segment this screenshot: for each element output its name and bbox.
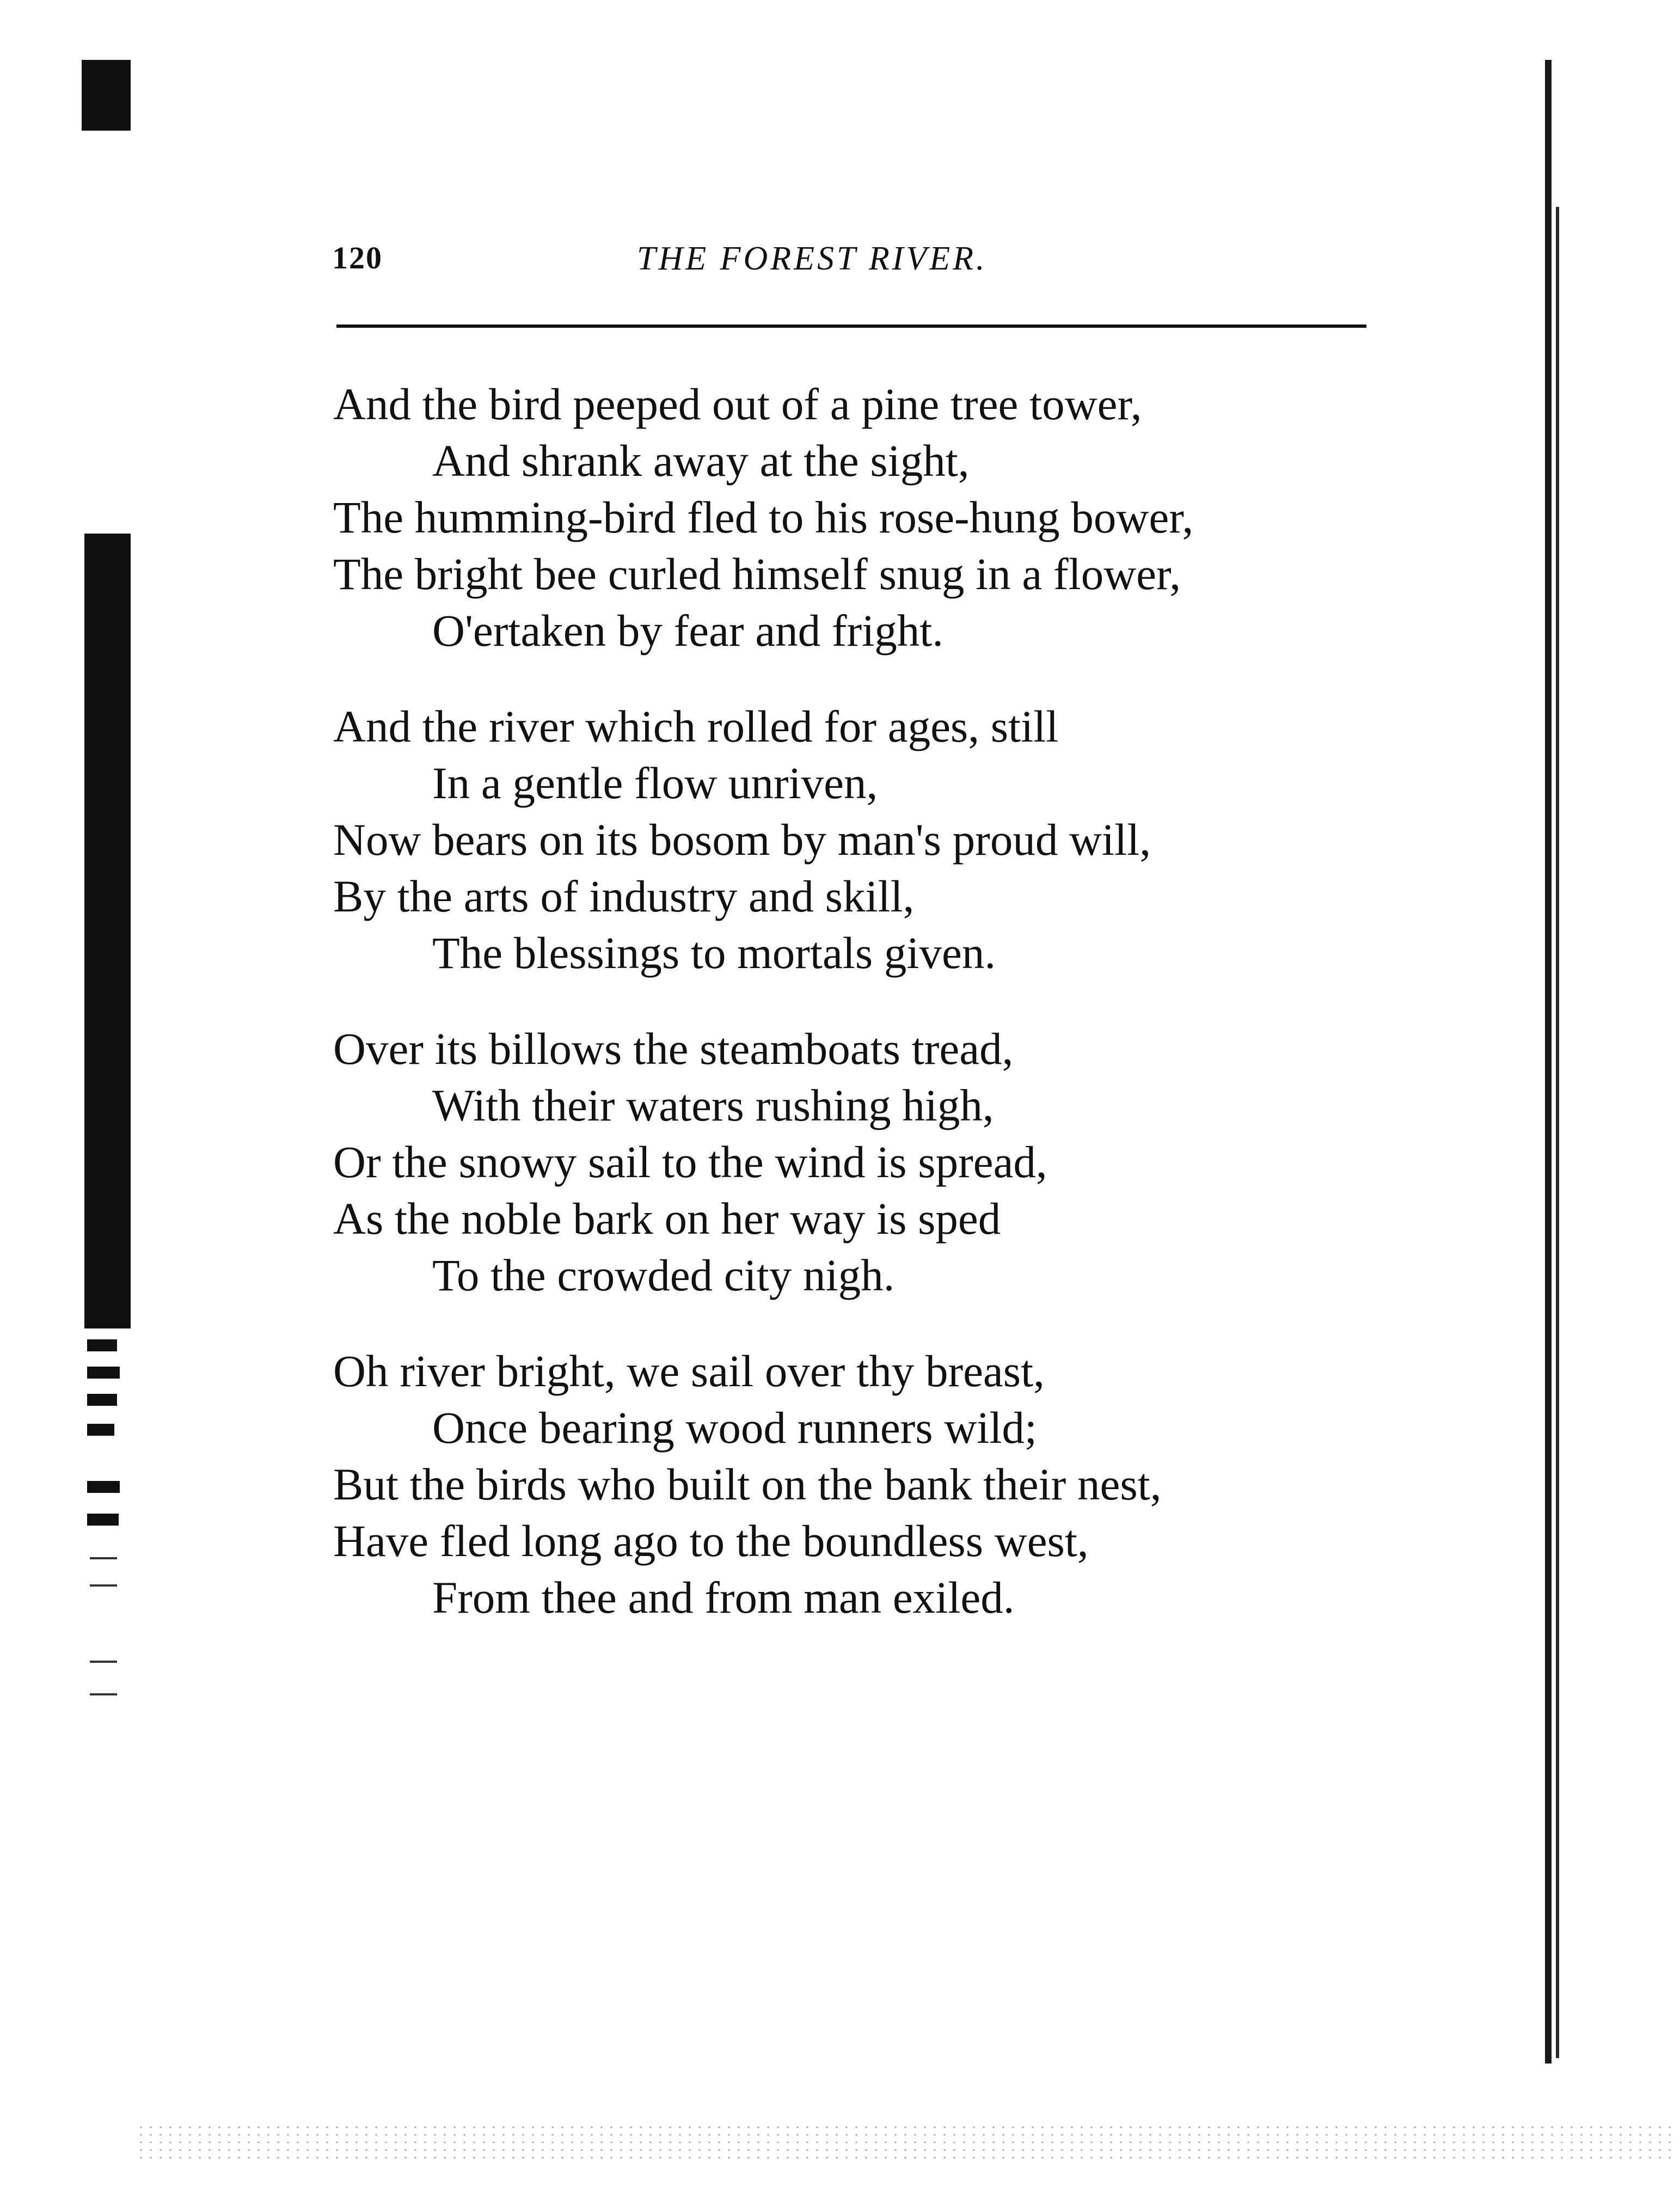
poem-line: The bright bee curled himself snug in a flower,	[333, 549, 1181, 599]
poem-line: Once bearing wood runners wild;	[432, 1403, 1037, 1453]
binding-mark	[87, 1339, 117, 1351]
poem-line: And shrank away at the sight,	[432, 436, 970, 486]
poem-line: And the bird peeped out of a pine tree tower,	[333, 379, 1142, 429]
binding-mark	[87, 1481, 120, 1493]
binding-mark	[87, 1514, 119, 1526]
binding-mark	[90, 1661, 117, 1663]
stanza-4	[333, 1343, 1422, 1626]
page-bottom-edge	[136, 2123, 1671, 2162]
poem-line: Have fled long ago to the boundless west,	[333, 1516, 1089, 1566]
stanza-3	[333, 1020, 1422, 1303]
poem-line: With their waters rushing high,	[432, 1080, 994, 1130]
binding-mark	[90, 1557, 117, 1559]
poem-body	[333, 376, 1422, 1665]
binding-mark	[90, 1584, 117, 1587]
poem-line: The blessings to mortals given.	[432, 928, 996, 978]
binding-shadow	[84, 534, 131, 1328]
running-title: THE FOREST RIVER.	[637, 240, 988, 277]
poem-line: The humming-bird fled to his rose-hung bower,	[333, 492, 1194, 542]
poem-line: To the crowded city nigh.	[432, 1250, 895, 1300]
binding-mark	[87, 1424, 114, 1436]
header-rule	[336, 324, 1366, 328]
poem-line: By the arts of industry and skill,	[333, 871, 915, 921]
page-edge-line-inner	[1556, 207, 1559, 2058]
poem-line: As the noble bark on her way is sped	[333, 1193, 1001, 1244]
page-number: 120	[332, 240, 383, 275]
poem-line: From thee and from man exiled.	[432, 1572, 1015, 1622]
poem-line: And the river which rolled for ages, still	[333, 701, 1059, 751]
poem-line: In a gentle flow unriven,	[432, 758, 878, 808]
stanza-1	[333, 376, 1422, 659]
binding-mark	[87, 1394, 117, 1406]
stanza-2	[333, 698, 1422, 981]
binding-mark	[90, 1693, 117, 1695]
binding-shadow-top	[82, 60, 131, 131]
poem-line: But the birds who built on the bank their nest,	[333, 1459, 1162, 1509]
poem-line: O'ertaken by fear and fright.	[432, 605, 944, 656]
poem-line: Or the snowy sail to the wind is spread,	[333, 1137, 1047, 1187]
page-edge-line	[1545, 60, 1552, 2064]
poem-line: Oh river bright, we sail over thy breast,	[333, 1346, 1045, 1396]
binding-mark	[87, 1367, 120, 1379]
poem-line: Now bears on its bosom by man's proud will,	[333, 815, 1151, 865]
running-header	[332, 240, 1366, 283]
poem-line: Over its billows the steamboats tread,	[333, 1024, 1014, 1074]
